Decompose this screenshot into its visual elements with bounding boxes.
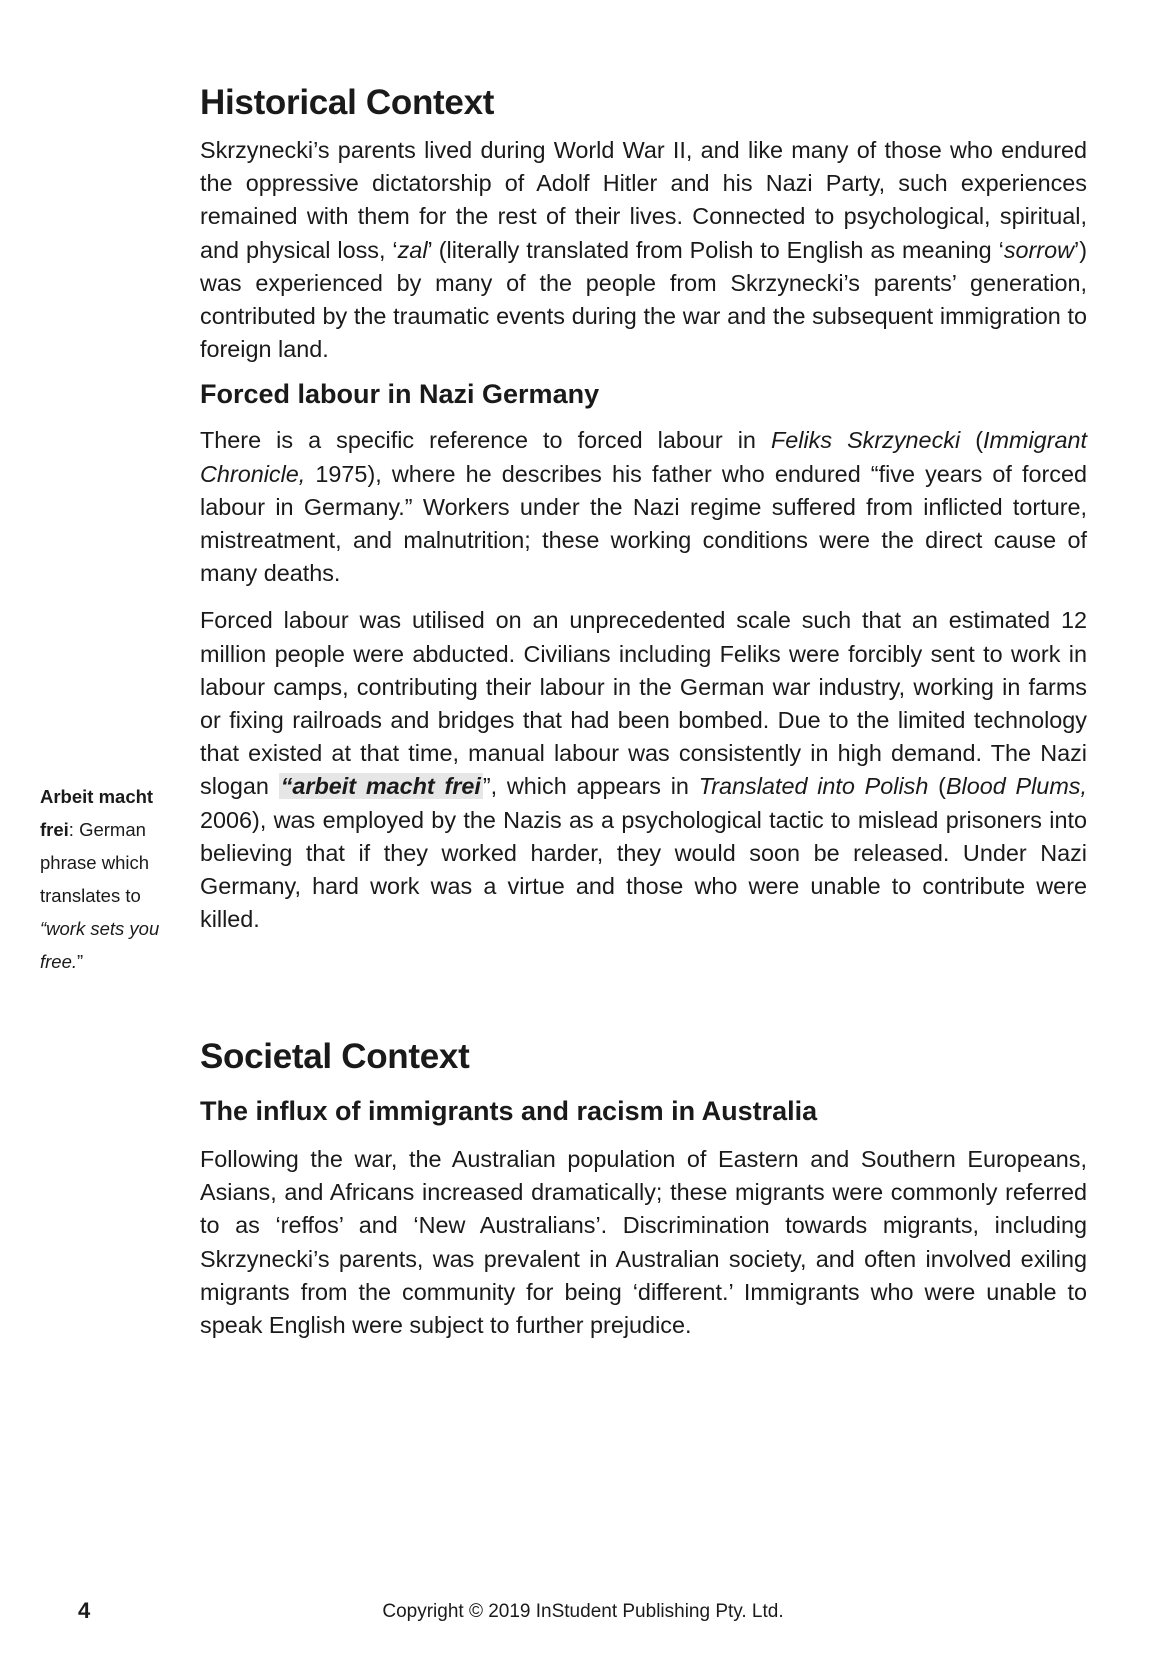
glossary-sidenote [40,780,180,978]
text-run: ’) was experienced by many of the people from Skrzynecki’s parents’ generation, contributed by the traumatic events during the war and the subsequent immigration to foreign land. [200,236,1087,363]
italic-poem-title: Translated into Polish [698,773,929,800]
historical-context-heading: Historical Context [200,83,495,122]
text-run: There is a specific reference to forced labour in [200,427,771,454]
text-run: Skrzynecki’s parents lived during World War II, and like many of those who endured the oppressive dictatorship of Adolf Hitler and his Nazi Party, such experiences remained with them for the rest of their lives. Connected to psychological, spiritual, and physical loss, ‘ [200,137,1087,263]
highlighted-slogan: “arbeit macht frei [280,773,481,800]
forced-labour-heading: Forced labour in Nazi Germany [200,379,600,410]
italic-term-zal: zal [397,236,428,263]
text-run: 2006), was employed by the Nazis as a psychological tactic to mislead prisoners into believing that if they worked harder, they would soon be released. Under Nazi Germany, hard work was a virtue and those who were unable to contribute were killed. [200,806,1087,933]
influx-immigrants-heading: The influx of immigrants and racism in Australia [200,1096,818,1126]
page-number: 4 [78,1598,91,1623]
text-run: ”, which appears in [482,773,699,800]
sidenote-close-quote: ” [77,951,84,972]
sidenote-translation: “work sets you free. [40,918,160,972]
societal-context-paragraph: Following the war, the Australian population of Eastern and Southern Europeans, Asians, and Africans increased dramatically; these migrants were commonly referred to as ‘reffos’ and ‘New Australians’. Discrimination towards migrants, including Skrzynecki’s parents, was prevalent in Australian society, and often involved exiling migrants from the community for being ‘different.’ Immigrants who were unable to speak English were subject to further prejudice. [200,1146,1087,1339]
forced-labour-paragraph-2 [200,604,1087,936]
italic-term-sorrow: sorrow [1003,236,1074,263]
forced-labour-paragraph-1 [200,424,1087,590]
italic-collection-title: Blood Plums, [945,773,1087,800]
historical-context-paragraph [200,134,1087,366]
text-run: 1975), where he describes his father who endured “five years of forced labour in Germany.” Workers under the Nazi regime suffered from inflicted torture, mistreatment, and malnutrition; these working conditions were the direct cause of many deaths. [200,460,1087,587]
italic-poem-title: Feliks Skrzynecki [770,427,961,454]
sidenote-term: Arbeit macht frei [40,786,154,840]
text-run: ’ (literally translated from Polish to English as meaning ‘ [427,236,1004,263]
societal-context-heading: Societal Context [200,1037,470,1076]
text-run: ( [960,427,984,454]
main-column [200,80,1087,936]
text-run: ( [928,773,946,800]
copyright-notice: Copyright © 2019 InStudent Publishing Pty. Ltd. [382,1601,784,1622]
italic-collection-title: Immigrant Chronicle, [200,427,1087,487]
sidenote-text: : German phrase which translates to [40,819,150,906]
text-run: Forced labour was utilised on an unprecedented scale such that an estimated 12 million people were abducted. Civilians including Feliks were forcibly sent to work in labour camps, contributing their labour in the German war industry, working in farms or fixing railroads and bridges that had been bombed. Due to the limited technology that existed at that time, manual labour was consistently in high demand. The Nazi slogan [200,607,1087,800]
